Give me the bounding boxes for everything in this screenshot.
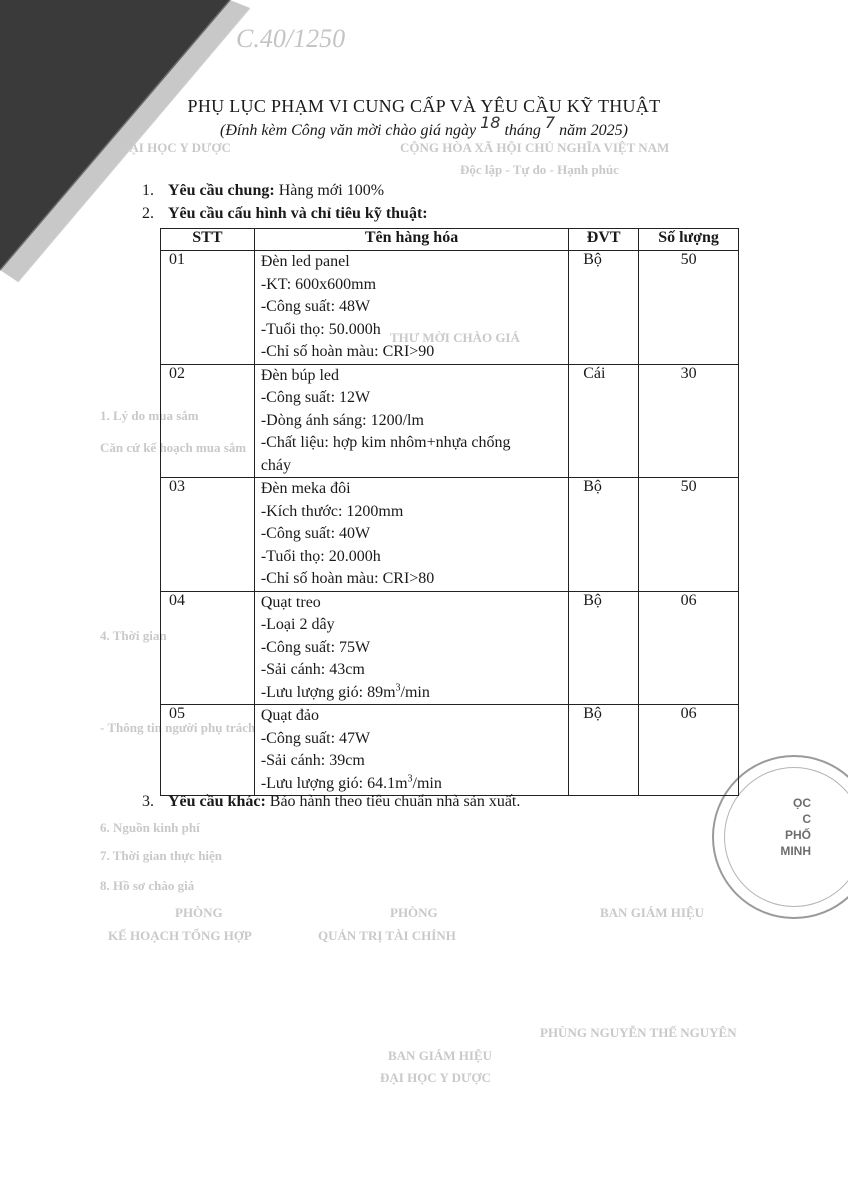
table-row: 01 Đèn led panel -KT: 600x600mm -Công suất: 48W -Tuổi thọ: 50.000h -Chỉ số hoàn màu: CRI>90 Bộ 50 <box>161 251 739 365</box>
table-header-row <box>161 229 739 251</box>
item-name: Đèn led panel <box>260 253 350 270</box>
header-unit: ĐVT <box>569 229 639 251</box>
handwritten-day: 18 <box>480 113 501 132</box>
handwritten-month: 7 <box>544 113 556 132</box>
requirement-technical: 2. Yêu cầu cấu hình và chỉ tiêu kỹ thuật: <box>142 205 428 222</box>
handwritten-note: C.40/1250 <box>236 24 346 53</box>
document-subtitle: (Đính kèm Công văn mời chào giá ngày 18 tháng 7 năm 2025) <box>220 113 628 139</box>
document-title: PHỤ LỤC PHẠM VI CUNG CẤP VÀ YÊU CẦU KỸ THUẬT <box>187 96 661 116</box>
header-name: Tên hàng hóa <box>254 229 568 251</box>
bleed-through: ĐẠI HỌC Y DƯỢC CỘNG HÒA XÃ HỘI CHỦ NGHĨA VIỆT NAM Độc lập - Tự do - Hạnh phúc THƯ MỜI CHÀO GIÁ 1. Lý do mua sắm Căn cứ kế hoạch mua sắm 4. Thời gian - Thông tin người phụ trách 6. Nguồn kinh phí 7. Thời gian thực hiện 8. Hồ sơ chào giá PHÒNG PHÒNG BAN GIÁM HIỆU KẾ HOẠCH TỔNG HỢP QUẢN TRỊ TÀI CHÍNH PHÙNG NGUYỄN THẾ NGUYÊN BAN GIÁM HIỆU ĐẠI HỌC Y DƯỢC <box>100 140 737 1085</box>
spec-table <box>160 228 739 796</box>
requirement-general: 1. Yêu cầu chung: Hàng mới 100% <box>142 182 385 199</box>
table-row: 04 Quạt treo -Loại 2 dây -Công suất: 75W -Sải cánh: 43cm -Lưu lượng gió: $89m^3/\min$ Bộ 06 <box>161 591 739 705</box>
table-row: 02 Đèn búp led -Công suất: 12W -Dòng ánh sáng: 1200/lm -Chất liệu: hợp kim nhôm+nhựa chống cháy Cái 30 <box>161 364 739 478</box>
item-name: Quạt treo <box>260 593 321 611</box>
item-name: Quạt đảo <box>260 707 320 724</box>
seal-text: ỌC C PHỐ MINH <box>780 796 811 858</box>
table-row: 05 Quạt đảo -Công suất: 47W -Sải cánh: 39cm -Lưu lượng gió: $64.1m^3/\min$ Bộ 06 <box>161 705 739 796</box>
item-name: Đèn meka đôi <box>260 480 351 497</box>
header-qty: Số lượng <box>639 229 739 251</box>
item-name: Đèn búp led <box>260 366 340 384</box>
table-row: 03 Đèn meka đôi -Kích thước: 1200mm -Công suất: 40W -Tuổi thọ: 20.000h -Chỉ số hoàn màu: CRI>80 Bộ 50 <box>161 478 739 592</box>
requirement-other: 3. Yêu cầu khác: Bảo hành theo tiêu chuẩn nhà sản xuất. <box>142 793 521 810</box>
header-stt: STT <box>161 229 255 251</box>
